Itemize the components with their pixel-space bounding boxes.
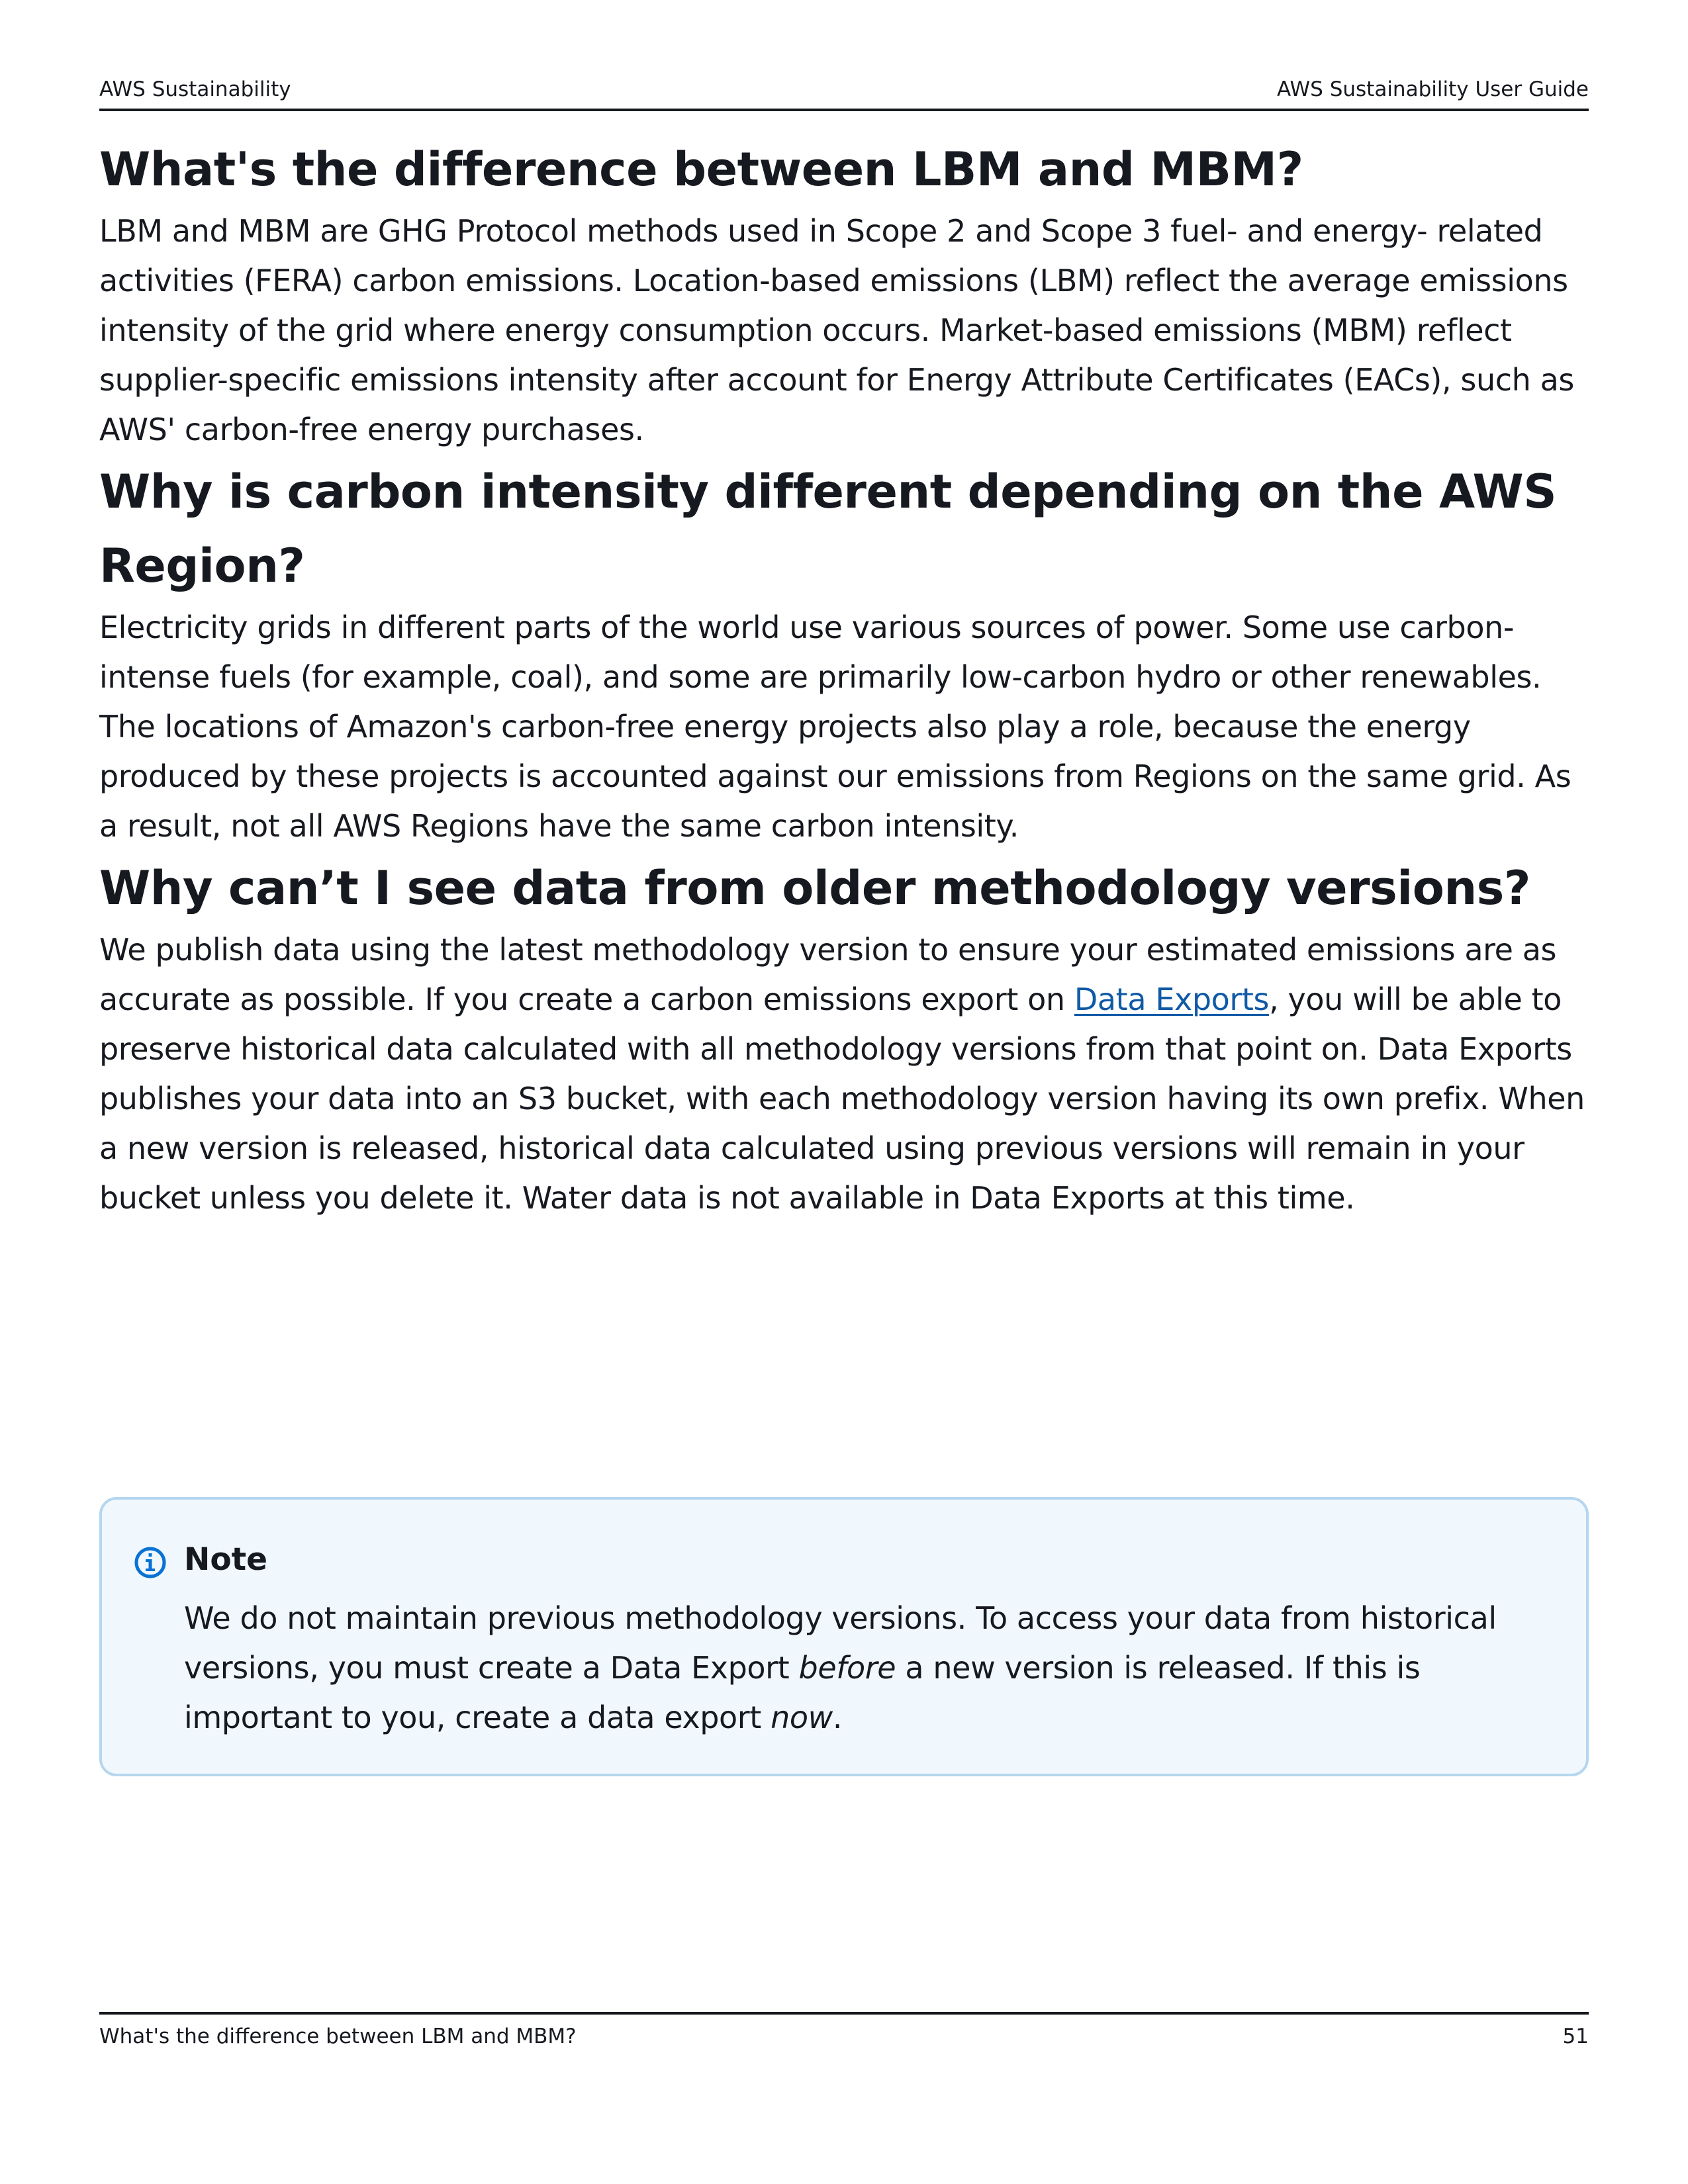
note-callout: [99, 1497, 1589, 1776]
running-header: [99, 74, 1589, 111]
note-body: [184, 1594, 1561, 1743]
body-text-before-link: We publish data using the latest methodology version to ensure your estimated emissions are as accurate as possible. If you create a carbon emissions export on: [99, 932, 1557, 1017]
main-content: [99, 132, 1589, 1223]
document-page: [99, 0, 1589, 2184]
data-exports-link[interactable]: Data Exports: [1074, 981, 1270, 1017]
note-text-part2: a new version is released. If this is important to you, create a data export: [184, 1650, 1421, 1735]
note-title: Note: [184, 1541, 267, 1578]
body-text-after-link: , you will be able to preserve historical data calculated with all methodology versions from that point on. Data Exports publishes your data into an S3 bucket, with each methodology version having its own prefix. When a new version is released, historical data calculated using previous versions will remain in your bucket unless you delete it. Water data is not available in Data Exports at this time.: [99, 981, 1585, 1216]
section-title-lbm-mbm: What's the difference between LBM and MBM?: [99, 142, 1303, 197]
header-guide-name: AWS Sustainability User Guide: [1277, 77, 1589, 101]
note-text-part3: .: [832, 1700, 843, 1735]
note-text-part1: We do not maintain previous methodology versions. To access your data from historical versions, you must create a Data Export: [184, 1600, 1497, 1686]
section-title-carbon-intensity: Why is carbon intensity different depending on the AWS Region?: [99, 465, 1557, 593]
section-body-carbon-intensity: Electricity grids in different parts of the world use various sources of power. Some use carbon-intense fuels (for example, coal), and some are primarily low-carbon hydro or other renewables. The locations of Amazon's carbon-free energy projects also play a role, because the energy produced by these projects is accounted against our emissions from Regions on the same grid. As a result, not all AWS Regions have the same carbon intensity.: [99, 610, 1571, 844]
section-body-older-methodology: [99, 925, 1589, 1223]
header-product-name: AWS Sustainability: [99, 77, 291, 101]
footer-section-name: What's the difference between LBM and MBM?: [99, 2025, 577, 2048]
page-number: 51: [1562, 2025, 1589, 2048]
info-icon: [134, 1546, 167, 1579]
section-title-older-methodology: Why can’t I see data from older methodology versions?: [99, 861, 1530, 915]
running-footer: [99, 2012, 1589, 2048]
note-emphasis-now: now: [771, 1700, 833, 1735]
note-emphasis-before: before: [798, 1650, 896, 1686]
section-body-lbm-mbm: LBM and MBM are GHG Protocol methods used in Scope 2 and Scope 3 fuel- and energy- related activities (FERA) carbon emissions. Location-based emissions (LBM) reflect the average emissions intensity of the grid where energy consumption occurs. Market-based emissions (MBM) reflect supplier-specific emissions intensity after account for Energy Attribute Certificates (EACs), such as AWS' carbon-free energy purchases.: [99, 213, 1574, 447]
